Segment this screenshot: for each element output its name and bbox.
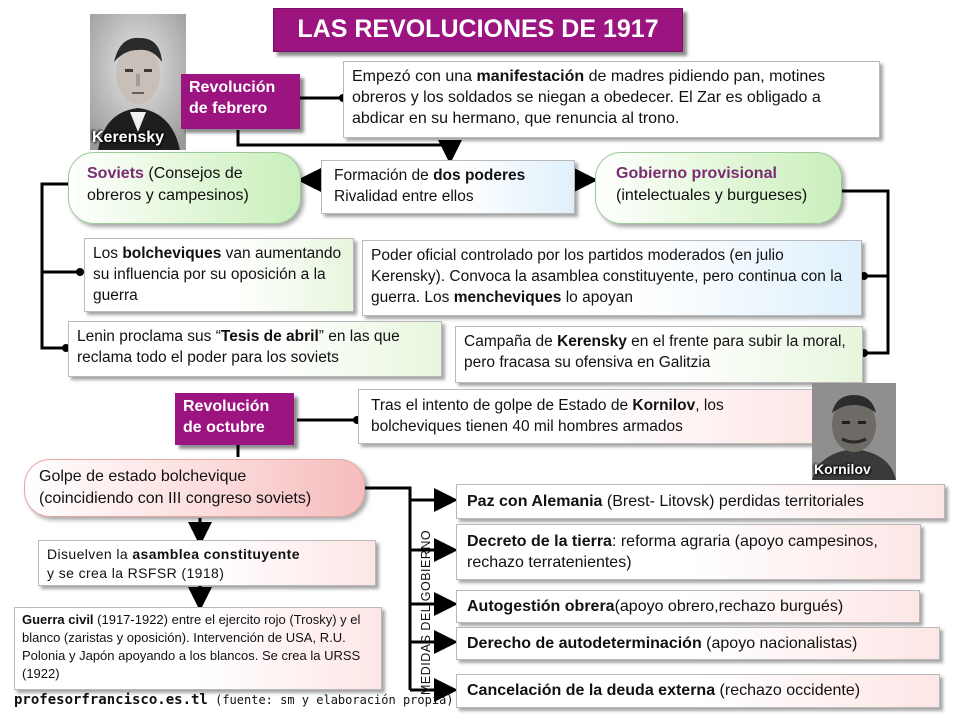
kerensky-caption: Kerensky bbox=[92, 129, 165, 146]
gobierno-provisional-box: Gobierno provisional (intelectuales y burgueses) bbox=[595, 152, 842, 224]
bolcheviques-box: Los bolcheviques van aumentando su influencia por su oposición a la guerra bbox=[84, 238, 354, 312]
page-title: LAS REVOLUCIONES DE 1917 bbox=[273, 8, 683, 52]
soviets-box: Soviets (Consejos de obreros y campesinos) bbox=[68, 152, 301, 224]
disuelven-asamblea-box: Disuelven la asamblea constituyente y se crea la RSFSR (1918) bbox=[38, 540, 376, 586]
revolucion-octubre-label: Revolución de octubre bbox=[175, 393, 294, 445]
medida-decreto-tierra: Decreto de la tierra: reforma agraria (apoyo campesinos, rechazo terratenientes) bbox=[456, 524, 921, 580]
medida-autogestion-obrera: Autogestión obrera(apoyo obrero,rechazo burgués) bbox=[456, 590, 920, 623]
medida-paz-alemania: Paz con Alemania (Brest- Litovsk) perdidas territoriales bbox=[456, 484, 945, 519]
revolucion-febrero-label: Revolución de febrero bbox=[181, 74, 300, 129]
medidas-del-gobierno-label: MEDIDAS DEL GOBIERNO bbox=[419, 529, 433, 695]
febrero-description: Empezó con una manifestación de madres pidiendo pan, motines obreros y los soldados se niegan a obedecer. El Zar es obligado a abdicar en su hermano, que renuncia al trono. bbox=[343, 61, 880, 138]
medida-autodeterminacion: Derecho de autodeterminación (apoyo nacionalistas) bbox=[456, 627, 940, 660]
kornilov-box: Tras el intento de golpe de Estado de Kornilov, los bolcheviques tienen 40 mil hombres armados bbox=[358, 389, 818, 444]
golpe-de-estado-box: Golpe de estado bolchevique (coincidiendo con III congreso soviets) bbox=[24, 459, 365, 517]
campana-kerensky-box: Campaña de Kerensky en el frente para subir la moral, pero fracasa su ofensiva en Galitzia bbox=[455, 326, 863, 383]
tesis-de-abril-box: Lenin proclama sus “Tesis de abril” en las que reclama todo el poder para los soviets bbox=[68, 321, 442, 377]
kornilov-caption: Kornilov bbox=[814, 461, 871, 477]
dos-poderes-box: Formación de dos poderes Rivalidad entre ellos bbox=[321, 160, 575, 214]
footer-credit bbox=[14, 692, 454, 708]
footer-site: profesorfrancisco.es.tl bbox=[14, 692, 208, 708]
medida-cancelacion-deuda: Cancelación de la deuda externa (rechazo occidente) bbox=[456, 674, 940, 708]
footer-source: (fuente: sm y elaboración propia) bbox=[215, 693, 454, 707]
guerra-civil-box: Guerra civil (1917-1922) entre el ejercito rojo (Trosky) y el blanco (zaristas y oposición). Intervención de USA, R.U. Polonia y Japón apoyando a los blancos. Se crea la URSS (1922) bbox=[14, 607, 382, 690]
poder-oficial-box: Poder oficial controlado por los partidos moderados (en julio Kerensky). Convoca la asamblea constituyente, pero continua con la guerra. Los mencheviques lo apoyan bbox=[362, 240, 862, 316]
